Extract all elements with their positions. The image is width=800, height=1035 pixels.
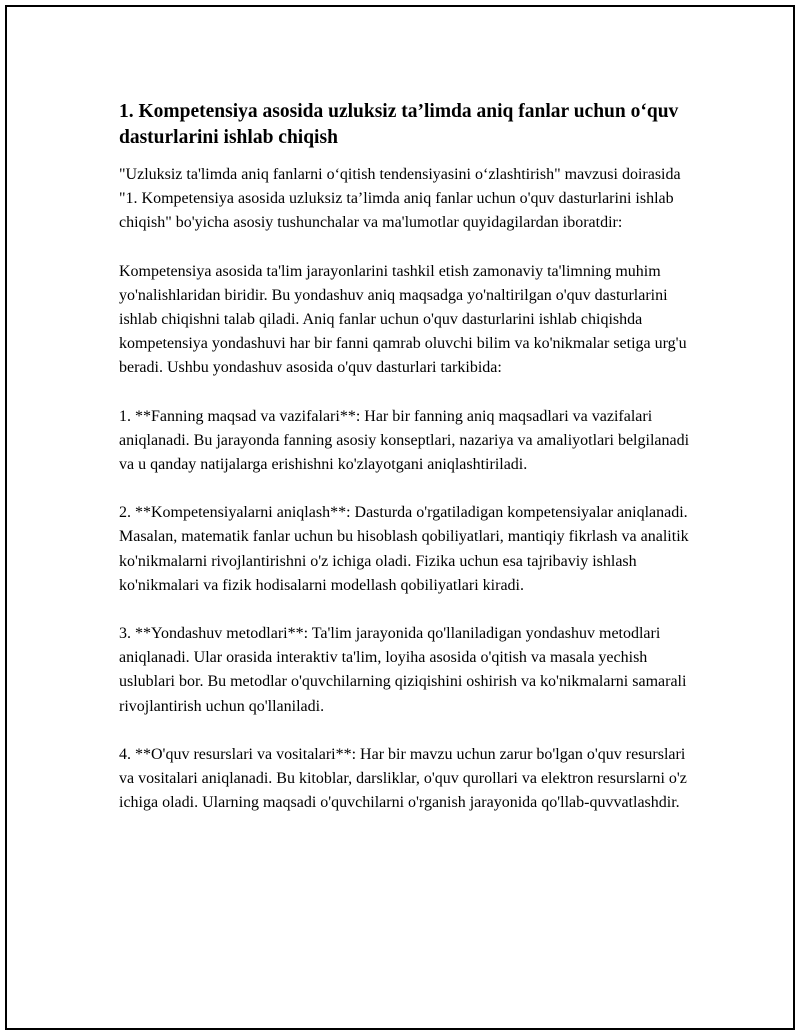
list-item-competencies: 2. **Kompetensiyalarni aniqlash**: Dasturda o'rgatiladigan kompetensiyalar aniqlanadi. Masalan, matematik fanlar uchun bu hisoblash qobiliyatlari, mantiqiy fikrlash va analitik ko'nikmalarni rivojlantirishni o'z ichiga oladi. Fizika uchun esa tajribaviy ishlash ko'nikmalari va fizik hodisalarni modellash qobiliyatlari kiradi. (119, 504, 689, 594)
list-item-methods: 3. **Yondashuv metodlari**: Ta'lim jarayonida qo'llaniladigan yondashuv metodlari aniqlanadi. Ular orasida interaktiv ta'lim, loyiha asosida o'qitish va masala yechish uslublari bor. Bu metodlar o'quvchilarning qiziqishini oshirish va ko'nikmalarni samarali rivojlantirish uchun qo'llaniladi. (119, 625, 687, 715)
section-heading: 1. Kompetensiya asosida uzluksiz ta’limda aniq fanlar uchun o‘quv dasturlarini ishlab chiqish (119, 101, 679, 148)
list-item-resources: 4. **O'quv resurslari va vositalari**: Har bir mavzu uchun zarur bo'lgan o'quv resurslari va vositalari aniqlanadi. Bu kitoblar, darsliklar, o'quv qurollari va elektron resurslarni o'z ichiga oladi. Ularning maqsadi o'quvchilarni o'rganish jarayonida qo'llab-quvvatlashdir. (119, 745, 687, 812)
intro-paragraph: "Uzluksiz ta'limda aniq fanlarni o‘qitish tendensiyasini o‘zlashtirish" mavzusi doirasida "1. Kompetensiya asosida uzluksiz ta’limda aniq fanlar uchun o'quv dasturlarini ishlab chiqish" bo'yicha asosiy tushunchalar va ma'lumotlar quyidagilardan iboratdir: (119, 166, 681, 232)
competency-overview-paragraph: Kompetensiya asosida ta'lim jarayonlarini tashkil etish zamonaviy ta'limning muhim yo'nalishlaridan biridir. Bu yondashuv aniq maqsadga yo'naltirilgan o'quv dasturlarini ishlab chiqishni talab qiladi. Aniq fanlar uchun o'quv dasturlarini ishlab chiqishda kompetensiya yondashuvi har bir fanni qamrab oluvchi bilim va ko'nikmalar setiga urg'u beradi. Ushbu yondashuv asosida o'quv dasturlari tarkibida: (119, 262, 687, 377)
list-item-goals: 1. **Fanning maqsad va vazifalari**: Har bir fanning aniq maqsadlari va vazifalari aniqlanadi. Bu jarayonda fanning asosiy konseptlari, nazariya va amaliyotlari belgilanadi va u qanday natijalarga erishishni ko'zlayotgani aniqlashtiriladi. (119, 407, 690, 474)
page-frame (5, 5, 795, 1030)
document-body (119, 99, 699, 815)
